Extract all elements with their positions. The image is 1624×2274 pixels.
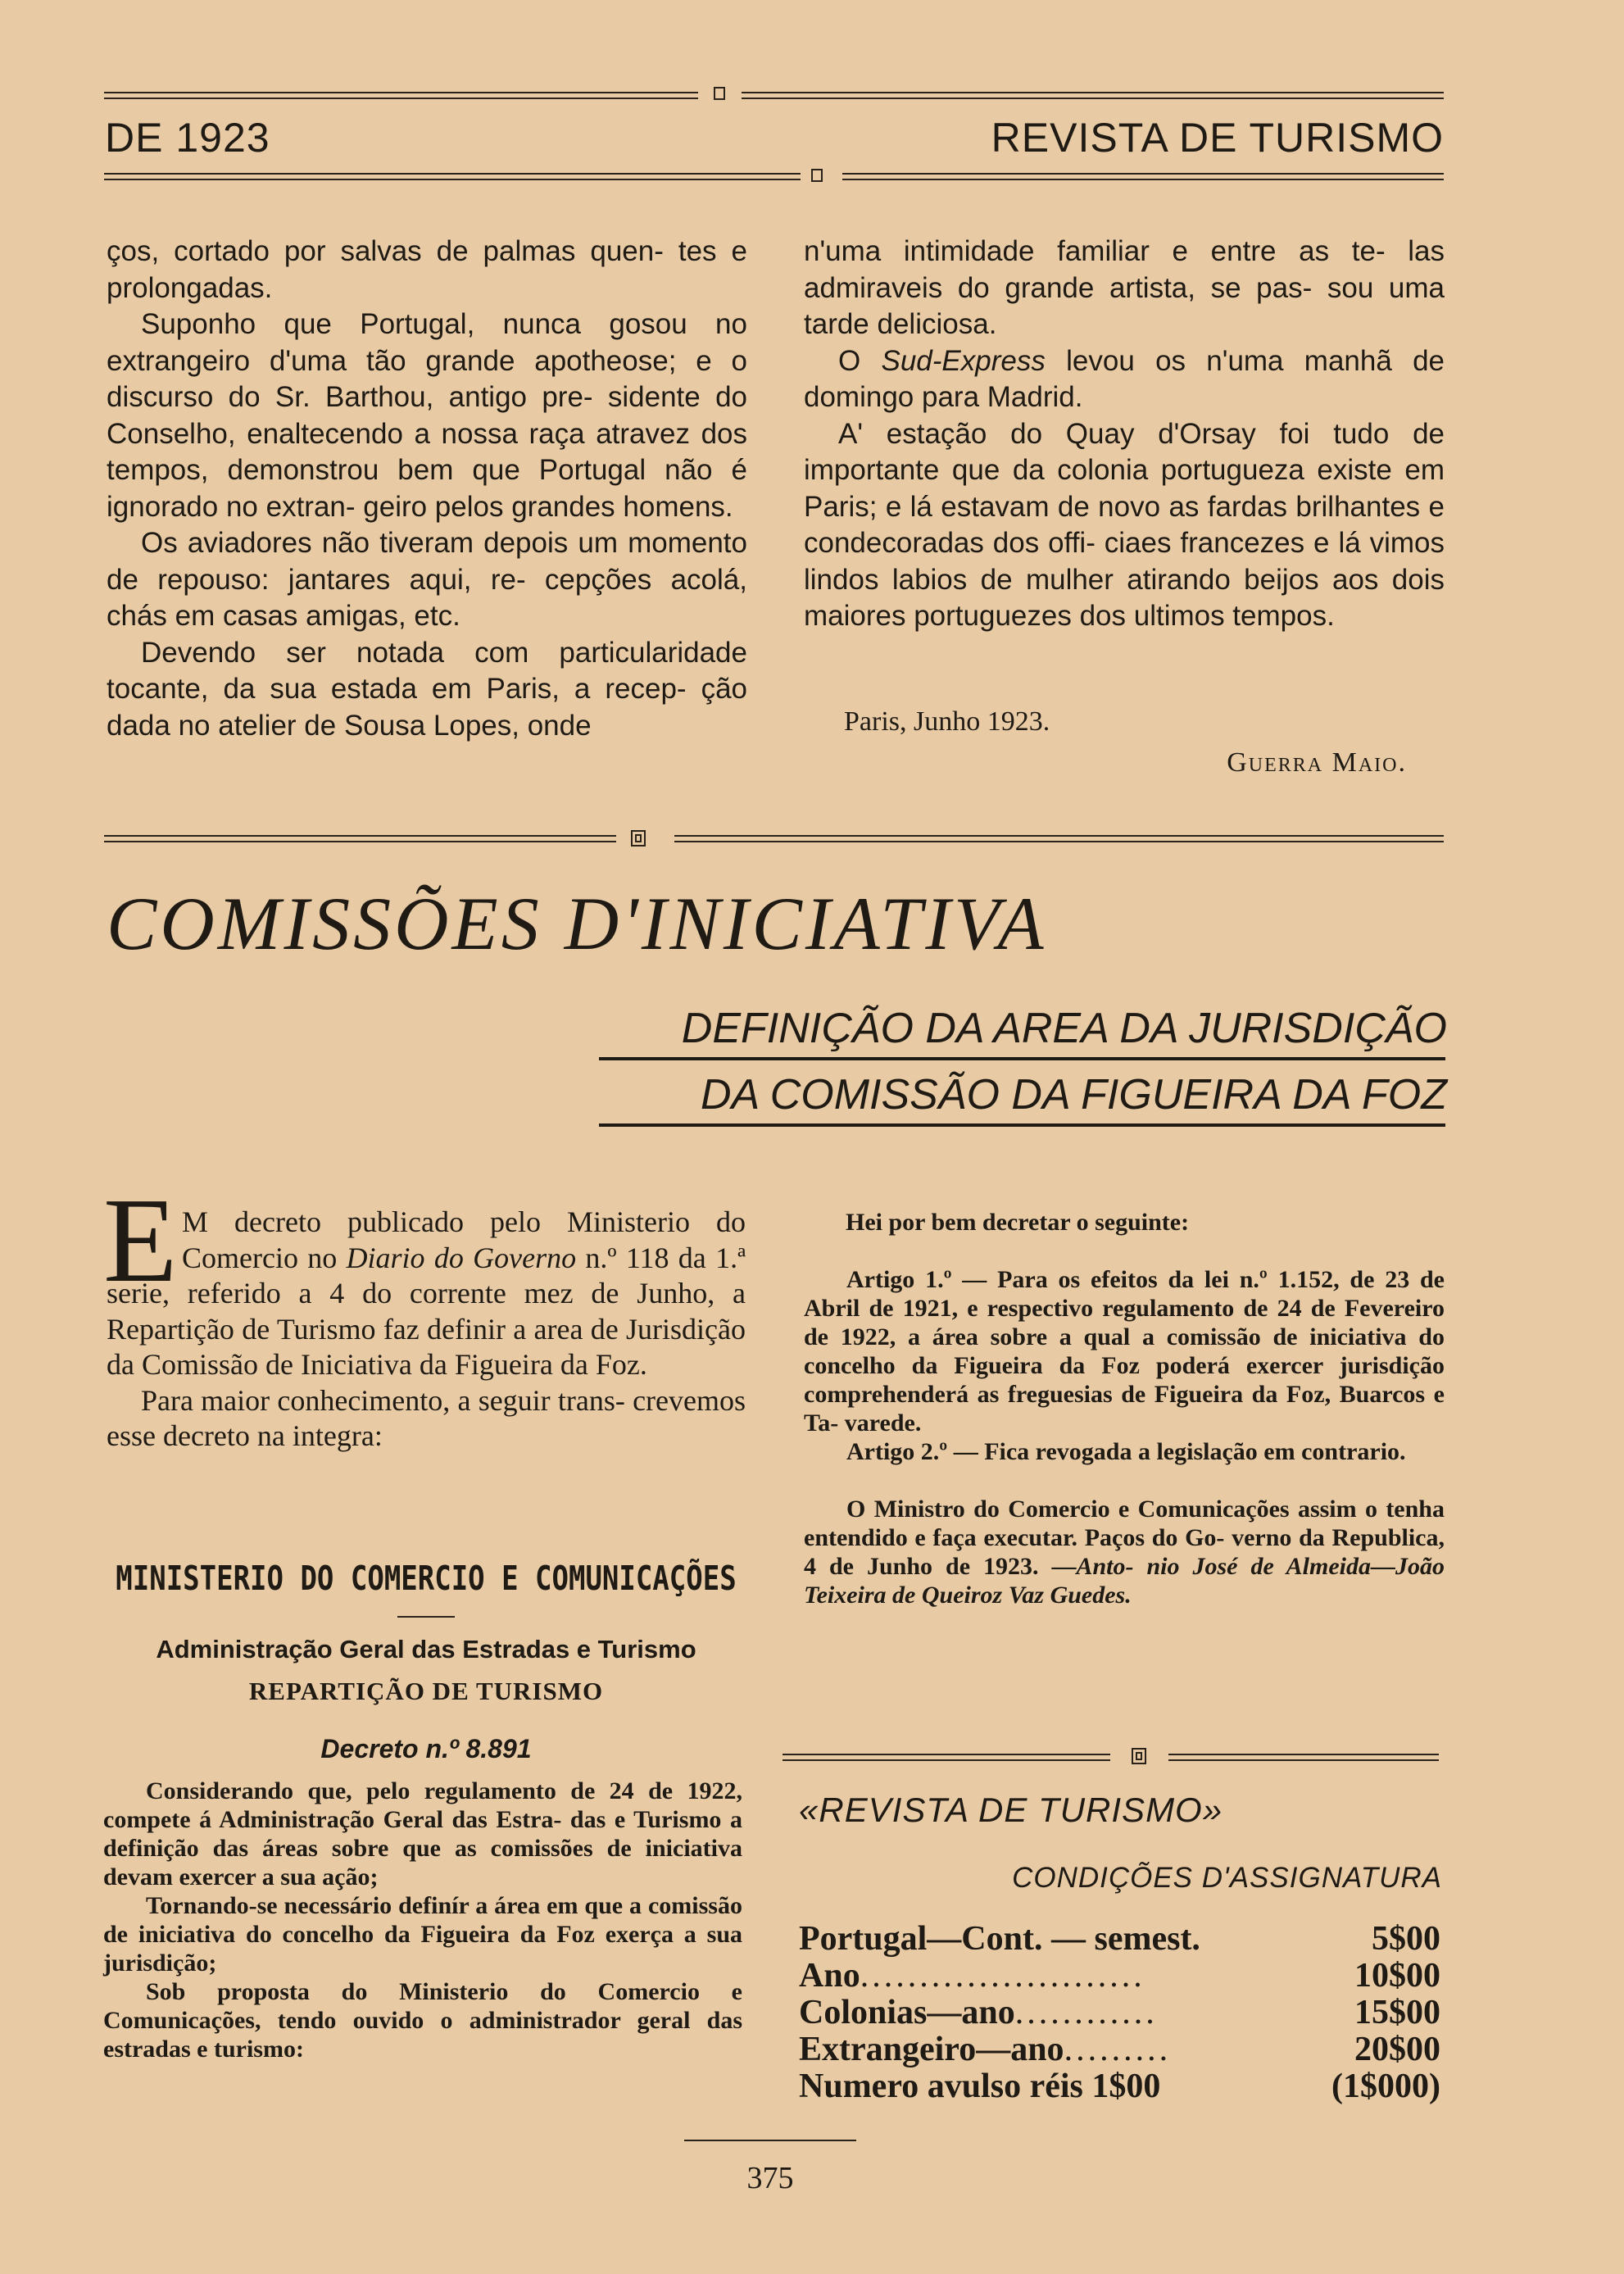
header-top-ornament xyxy=(714,87,725,100)
subtitle-underline-2 xyxy=(599,1123,1445,1127)
article1-paragraph: Suponho que Portugal, nunca gosou no extrangeiro d'uma tão grande apotheose; e o discurso do Sr. Barthou, antigo pre- sidente do Conselho, enaltecendo a nossa raça atravez dos tempos, demonstrou bem que Portugal não é ignorado no extran- geiro pelos grandes homens. xyxy=(107,308,747,523)
decree-paragraph: Tornando-se necessário definír a área em que a comissão de iniciativa do concelho da Figueira da Foz exerça a sua jurisdição; xyxy=(103,1892,742,1977)
department-heading: REPARTIÇÃO DE TURISMO xyxy=(248,1677,604,1705)
decree-closing xyxy=(804,1495,1445,1609)
price-row xyxy=(799,1922,1440,1956)
decree-paragraph: Considerando que, pelo regulamento de 24 de 1922, compete á Administração Geral das Estra- das e Turismo a definição das áreas sobre que as comissões de iniciativa devam exercer a sua ação; xyxy=(103,1777,742,1890)
gazette-name: Diario do Governo xyxy=(346,1241,577,1274)
subscription-heading: «REVISTA DE TURISMO» xyxy=(799,1791,1223,1829)
header-bottom-ornament xyxy=(811,169,823,182)
intro-paragraph xyxy=(107,1205,746,1383)
subscription-rule-left xyxy=(783,1754,1110,1755)
administration-heading: Administração Geral das Estradas e Turismo xyxy=(156,1635,696,1664)
subtitle-underline-1 xyxy=(599,1057,1445,1060)
article2-title: COMISSÕES D'INICIATIVA xyxy=(107,882,1047,965)
text-run: M decreto publicado pelo Ministerio do Comercio no xyxy=(182,1205,746,1274)
decree-article-1: Artigo 1.º — Para os efeitos da lei n.º 1.152, de 23 de Abril de 1921, e respectivo regulamento de 24 de Fevereiro de 1922, a área sobre a qual a comissão de iniciativa do concelho da Figueira da Foz poderá exercer jurisdição comprehenderá as freguesias de Figueira da Foz, Buarcos e Ta- varede. xyxy=(804,1266,1445,1437)
article1-signature: Guerra Maio. xyxy=(1227,747,1407,778)
text-run: O Ministro do Comercio e Comunicações assim o tenha entendido e faça executar. Paços do Go- verno da Republica, 4 de Junho de 1923. — xyxy=(804,1496,1445,1580)
article1-paragraph: n'uma intimidade familiar e entre as te- las admiraveis do grande artista, se pas- sou uma tarde deliciosa. xyxy=(804,235,1445,340)
price-row xyxy=(799,1995,1440,2030)
section-ornament xyxy=(631,830,646,847)
article1-paragraph xyxy=(804,343,1445,416)
decree-intro: Hei por bem decretar o seguinte: xyxy=(846,1209,1190,1236)
price-label: Colonias—ano xyxy=(799,1994,1015,2031)
header-issue: DE 1923 xyxy=(105,115,270,161)
subscription-rule-right xyxy=(1168,1754,1439,1755)
price-leader: ......... xyxy=(1064,2032,1172,2067)
price-value: 15$00 xyxy=(1354,1994,1440,2031)
article1-paragraph: A' estação do Quay d'Orsay foi tudo de importante que da colonia portugueza existe em Paris; e lá estavam de novo as fardas brilhantes e condecoradas dos offi- ciaes francezes e lá vimos lindos labios de mulher atirando beijos aos dois maiores portuguezes dos ultimos tempos. xyxy=(804,417,1445,632)
decree-paragraph: Sob proposta do Ministerio do Comercio e Comunicações, tendo ouvido o administrador geral das estradas e turismo: xyxy=(103,1978,742,2063)
article1-left-column xyxy=(107,234,747,744)
price-label: Extrangeiro—ano xyxy=(799,2031,1064,2068)
section-rule-left xyxy=(104,835,616,837)
text-run: O xyxy=(838,344,882,377)
article1-right-column xyxy=(804,234,1445,635)
subscription-subheading: CONDIÇÕES D'ASSIGNATURA xyxy=(1012,1862,1442,1894)
drop-cap-space xyxy=(107,1205,182,1262)
ministry-divider xyxy=(397,1616,455,1618)
signatories: Anto- nio José de Almeida—João Teixeira de Queiroz Vaz Guedes. xyxy=(804,1553,1445,1609)
footer-rule xyxy=(684,2140,856,2141)
header-top-rule-left xyxy=(104,92,698,93)
price-value: 10$00 xyxy=(1354,1957,1440,1995)
price-row xyxy=(799,2032,1440,2067)
article1-dateline: Paris, Junho 1923. xyxy=(844,706,1050,737)
page-number: 375 xyxy=(746,2161,794,2195)
header-magazine-title: REVISTA DE TURISMO xyxy=(991,115,1444,161)
price-row xyxy=(799,2069,1440,2104)
decree-preamble xyxy=(103,1777,742,2063)
decree-articles xyxy=(804,1265,1445,1609)
price-label: Ano xyxy=(799,1957,860,1995)
decree-article-2: Artigo 2.º — Fica revogada a legislação em contrario. xyxy=(846,1438,1406,1465)
article2-subtitle-line2: DA COMISSÃO DA FIGUEIRA DA FOZ xyxy=(700,1071,1447,1119)
price-label: Numero avulso réis 1$00 xyxy=(799,2067,1161,2105)
price-label: Portugal—Cont. — semest. xyxy=(799,1920,1200,1958)
ministry-heading: MINISTERIO DO COMERCIO E COMUNICAÇÕES xyxy=(116,1559,737,1599)
text-run: n.º 118 da 1.ª serie, referido a 4 do corrente mez de Junho, a Repartição de Turismo faz definir a area de Jurisdição da Comissão de Iniciativa da Figueira da Foz. xyxy=(107,1241,746,1381)
price-leader: ............ xyxy=(1014,1995,1158,2030)
drop-cap: E xyxy=(103,1173,178,1308)
article2-subtitle-line1: DEFINIÇÃO DA AREA DA JURISDIÇÃO xyxy=(681,1005,1447,1052)
section-rule-right xyxy=(674,835,1444,837)
price-value: 20$00 xyxy=(1354,2031,1440,2068)
article1-paragraph: ços, cortado por salvas de palmas quen- tes e prolongadas. xyxy=(107,235,747,304)
price-leader: ........................ xyxy=(860,1959,1145,1993)
price-value: (1$000) xyxy=(1331,2067,1440,2105)
price-value: 5$00 xyxy=(1372,1920,1440,1958)
header-bottom-rule-right xyxy=(842,173,1444,175)
text-run: levou os n'uma manhã de domingo para Madrid. xyxy=(804,344,1445,413)
article2-intro xyxy=(107,1205,746,1455)
train-name: Sud-Express xyxy=(881,344,1046,377)
subscription-ornament xyxy=(1132,1748,1146,1764)
article1-paragraph: Devendo ser notada com particularidade tocante, da sua estada em Paris, a recep- ção dada no atelier de Sousa Lopes, onde xyxy=(107,636,747,742)
price-row xyxy=(799,1959,1440,1993)
decree-title: Decreto n.º 8.891 xyxy=(320,1734,532,1763)
header-top-rule-right xyxy=(742,92,1444,93)
intro-paragraph: Para maior conhecimento, a seguir trans- crevemos esse decreto na integra: xyxy=(107,1383,746,1452)
header-bottom-rule-left xyxy=(104,173,801,175)
article1-paragraph: Os aviadores não tiveram depois um momento de repouso: jantares aqui, re- cepções acolá, chás em casas amigas, etc. xyxy=(107,527,747,632)
